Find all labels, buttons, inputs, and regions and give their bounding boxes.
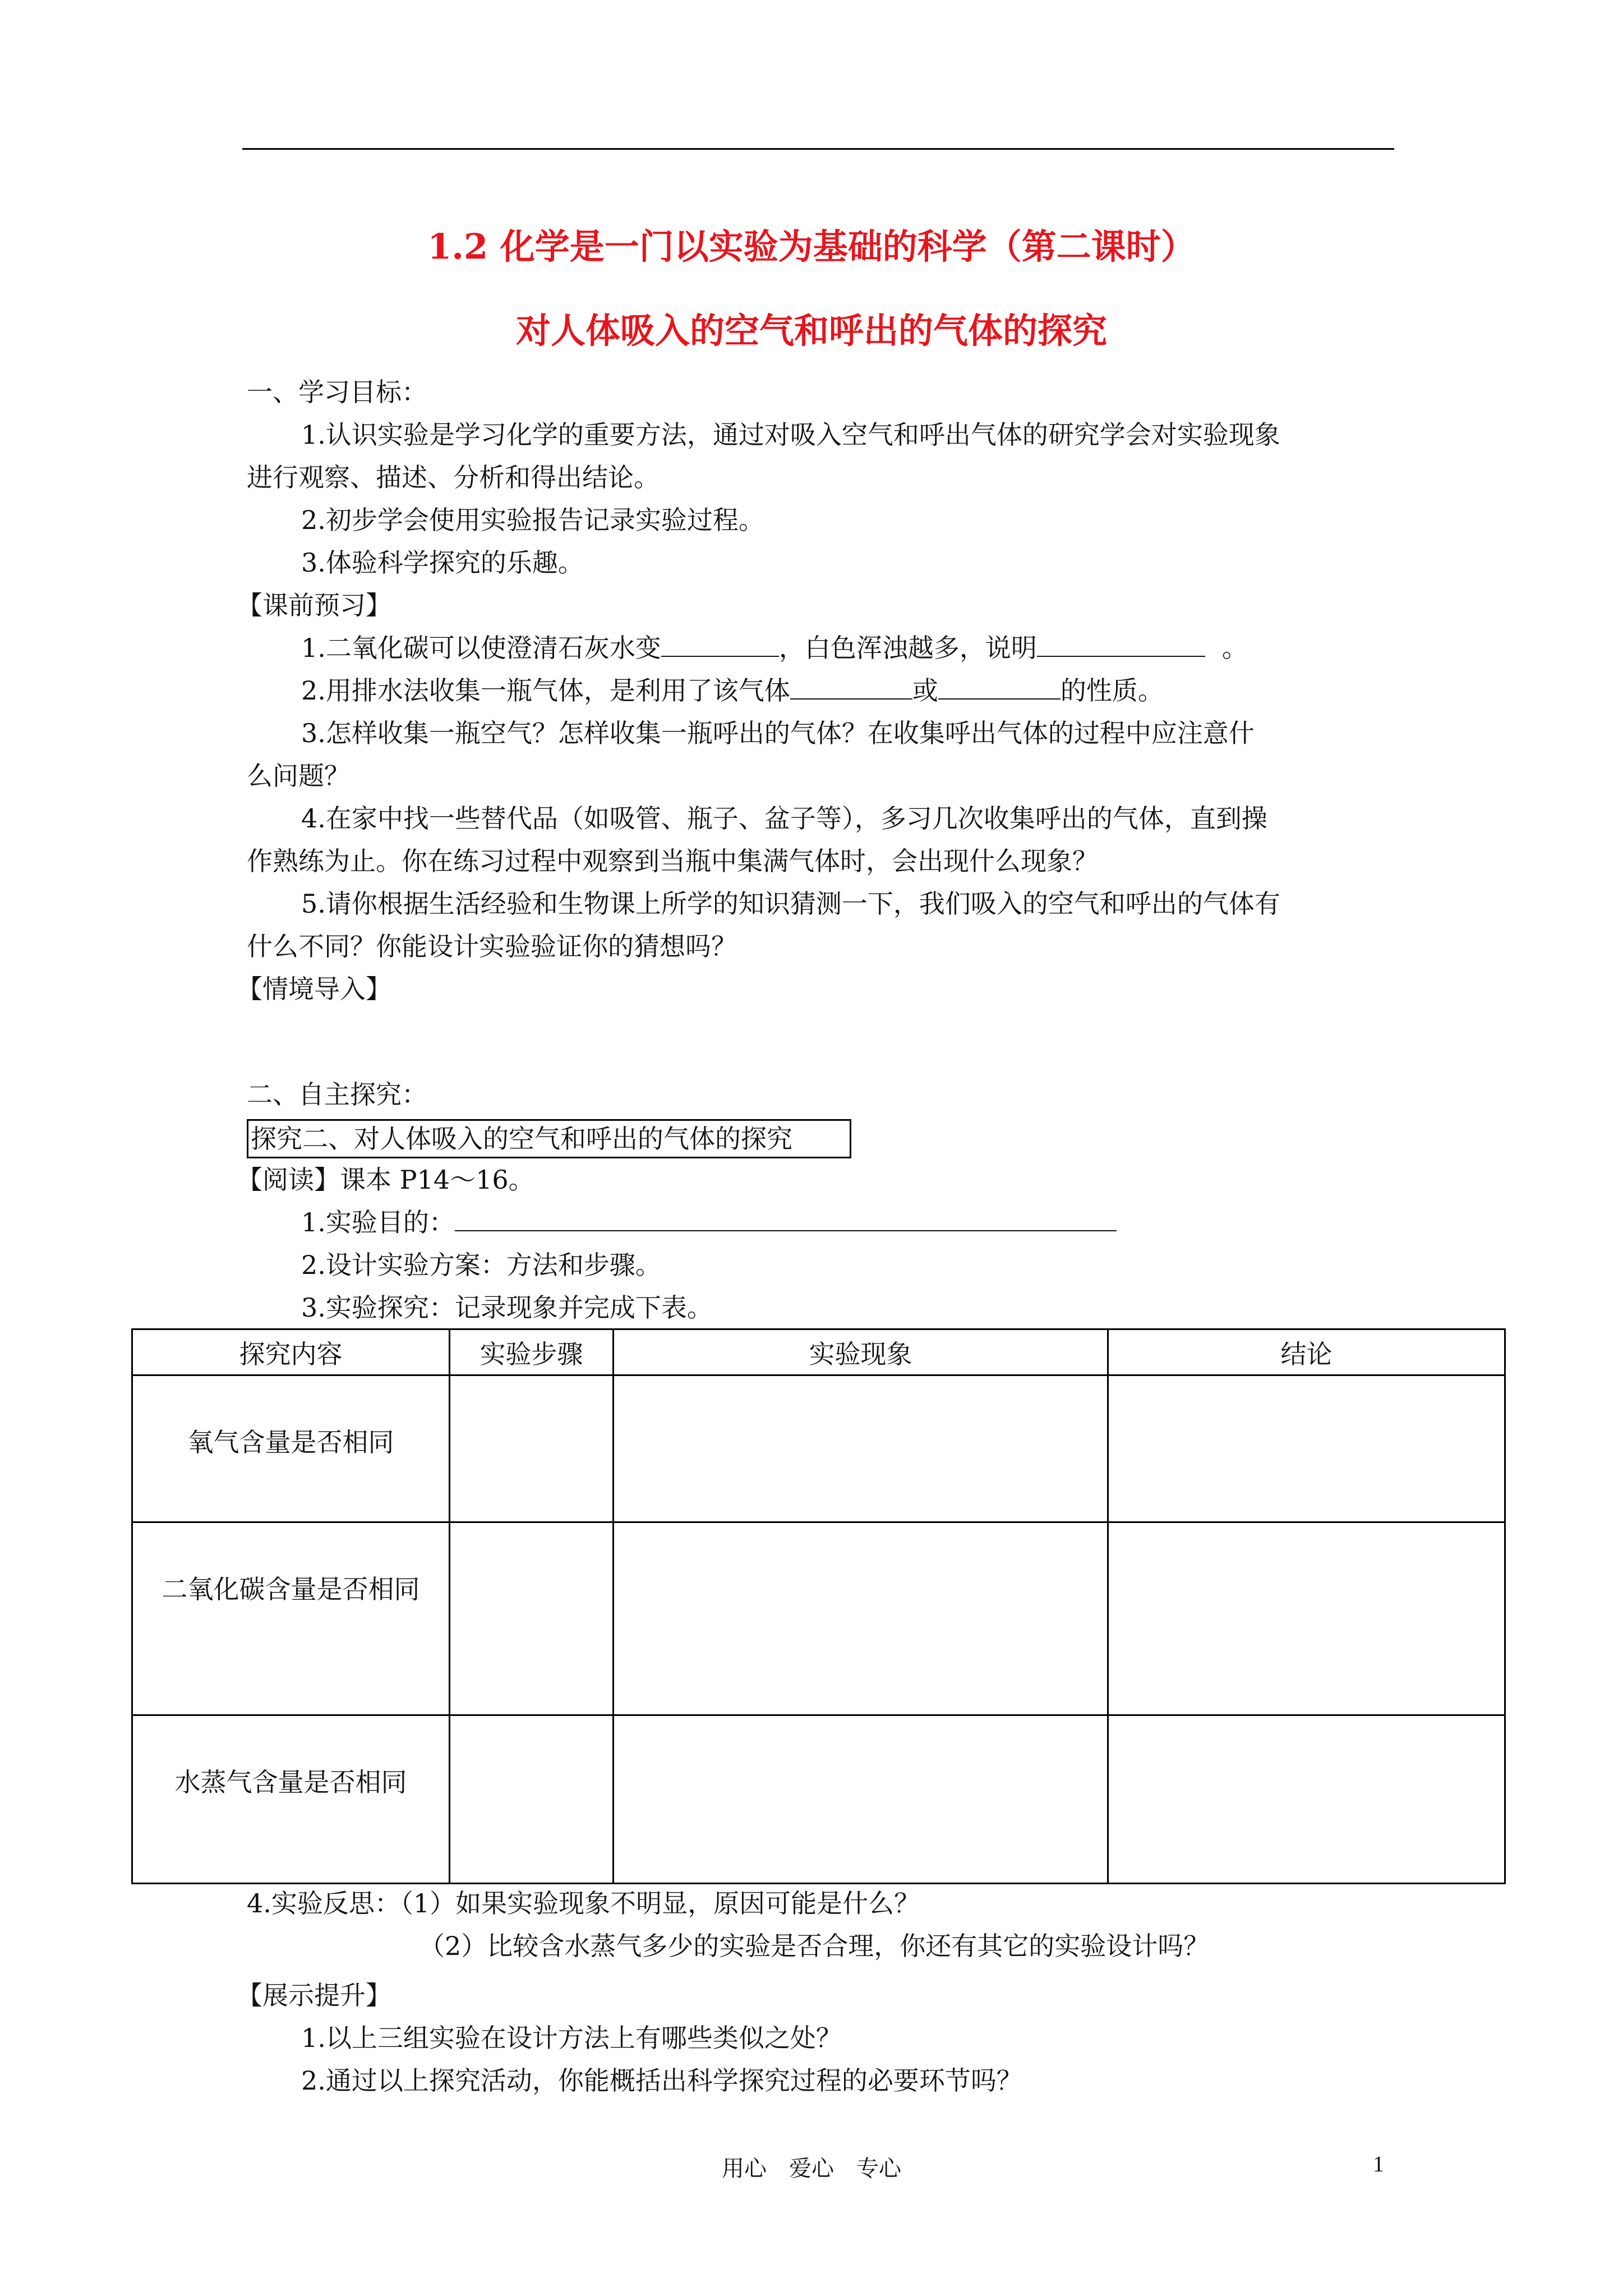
preview-q5-line-1: 5.请你根据生活经验和生物课上所学的知识猜测一下，我们吸入的空气和呼出的气体有: [301, 889, 1280, 919]
section-heading-goals: 一、学习目标：: [247, 377, 427, 407]
answer-cell[interactable]: [450, 1375, 614, 1522]
preview-q3-line-1: 3.怎样收集一瓶空气？怎样收集一瓶呼出的气体？在收集呼出气体的过程中应注意什: [301, 718, 1255, 748]
q2-text-c: 的性质。: [1060, 675, 1164, 706]
goal-2: 2.初步学会使用实验报告记录实验过程。: [301, 505, 764, 535]
preview-q1: [301, 635, 1248, 661]
table-row: [132, 1715, 1505, 1884]
page-subtitle: 对人体吸入的空气和呼出的气体的探究: [515, 310, 1107, 351]
answer-blank[interactable]: [790, 698, 912, 700]
answer-cell[interactable]: [1108, 1375, 1505, 1522]
table-header: 实验现象: [614, 1329, 1108, 1375]
page-number: 1: [1373, 2151, 1384, 2177]
header-rule: [242, 148, 1394, 150]
row-label: 二氧化碳含量是否相同: [132, 1522, 450, 1715]
q2-text-a: 2.用排水法收集一瓶气体，是利用了该气体: [301, 675, 790, 706]
row-label: 氧气含量是否相同: [132, 1375, 450, 1522]
answer-cell[interactable]: [450, 1522, 614, 1715]
step-1-label: 1.实验目的：: [301, 1207, 455, 1237]
q1-text-b: ，白色浑浊越多，说明: [778, 633, 1037, 663]
goal-3: 3.体验科学探究的乐趣。: [301, 547, 584, 578]
answer-cell[interactable]: [1108, 1522, 1505, 1715]
answer-cell[interactable]: [614, 1715, 1108, 1884]
preview-q3-line-2: 么问题？: [247, 761, 350, 791]
goal-1-line-2: 进行观察、描述、分析和得出结论。: [247, 462, 660, 493]
q2-text-b: 或: [912, 675, 938, 706]
answer-cell[interactable]: [614, 1375, 1108, 1522]
step-2: 2.设计实验方案：方法和步骤。: [301, 1250, 661, 1280]
show-heading: 【展示提升】: [237, 1980, 391, 2010]
preview-q5-line-2: 什么不同？你能设计实验验证你的猜想吗？: [247, 931, 737, 961]
show-point-2: 2.通过以上探究活动，你能概括出科学探究过程的必要环节吗？: [301, 2065, 1022, 2096]
answer-blank[interactable]: [455, 1230, 1117, 1231]
preview-q4-line-1: 4.在家中找一些替代品（如吸管、瓶子、盆子等），多习几次收集呼出的气体，直到操: [301, 803, 1267, 834]
preview-heading: 【课前预习】: [237, 590, 391, 620]
table-row: [132, 1522, 1505, 1715]
table-header-row: [132, 1329, 1505, 1375]
show-point-1: 1.以上三组实验在设计方法上有哪些类似之处？: [301, 2023, 842, 2053]
reflection-1: 4.实验反思：（1）如果实验现象不明显，原因可能是什么？: [247, 1888, 920, 1918]
answer-cell[interactable]: [1108, 1715, 1505, 1884]
q1-text-c: 。: [1221, 633, 1248, 663]
q1-text-a: 1.二氧化碳可以使澄清石灰水变: [301, 633, 661, 663]
preview-q4-line-2: 作熟练为止。你在练习过程中观察到当瓶中集满气体时，会出现什么现象？: [247, 846, 1098, 876]
reflection-2: （2）比较含水蒸气多少的实验是否合理，你还有其它的实验设计吗？: [419, 1931, 1210, 1961]
section-heading-explore: 二、自主探究：: [247, 1079, 427, 1110]
table-row: [132, 1375, 1505, 1522]
answer-blank[interactable]: [1037, 655, 1205, 657]
step-3: 3.实验探究：记录现象并完成下表。: [301, 1292, 713, 1323]
answer-blank[interactable]: [661, 655, 779, 657]
boxed-topic: 探究二、对人体吸入的空气和呼出的气体的探究: [247, 1119, 851, 1158]
goal-1-line-1: 1.认识实验是学习化学的重要方法，通过对吸入空气和呼出气体的研究学会对实验现象: [301, 420, 1280, 450]
preview-q2: [301, 675, 1164, 706]
table-header: 探究内容: [132, 1329, 450, 1375]
page-title: 1.2 化学是一门以实验为基础的科学（第二课时）: [427, 226, 1196, 267]
step-1: [301, 1209, 1117, 1235]
table-header: 结论: [1108, 1329, 1505, 1375]
row-label: 水蒸气含量是否相同: [132, 1715, 450, 1884]
answer-cell[interactable]: [450, 1715, 614, 1884]
answer-blank[interactable]: [938, 698, 1061, 700]
situation-heading: 【情境导入】: [237, 974, 391, 1004]
reading-line: 【阅读】课本 P14～16。: [237, 1165, 534, 1195]
table-header: 实验步骤: [450, 1329, 614, 1375]
answer-cell[interactable]: [614, 1522, 1108, 1715]
footer-motto: 用心 爱心 专心: [722, 2156, 901, 2182]
experiment-table: [131, 1328, 1506, 1884]
